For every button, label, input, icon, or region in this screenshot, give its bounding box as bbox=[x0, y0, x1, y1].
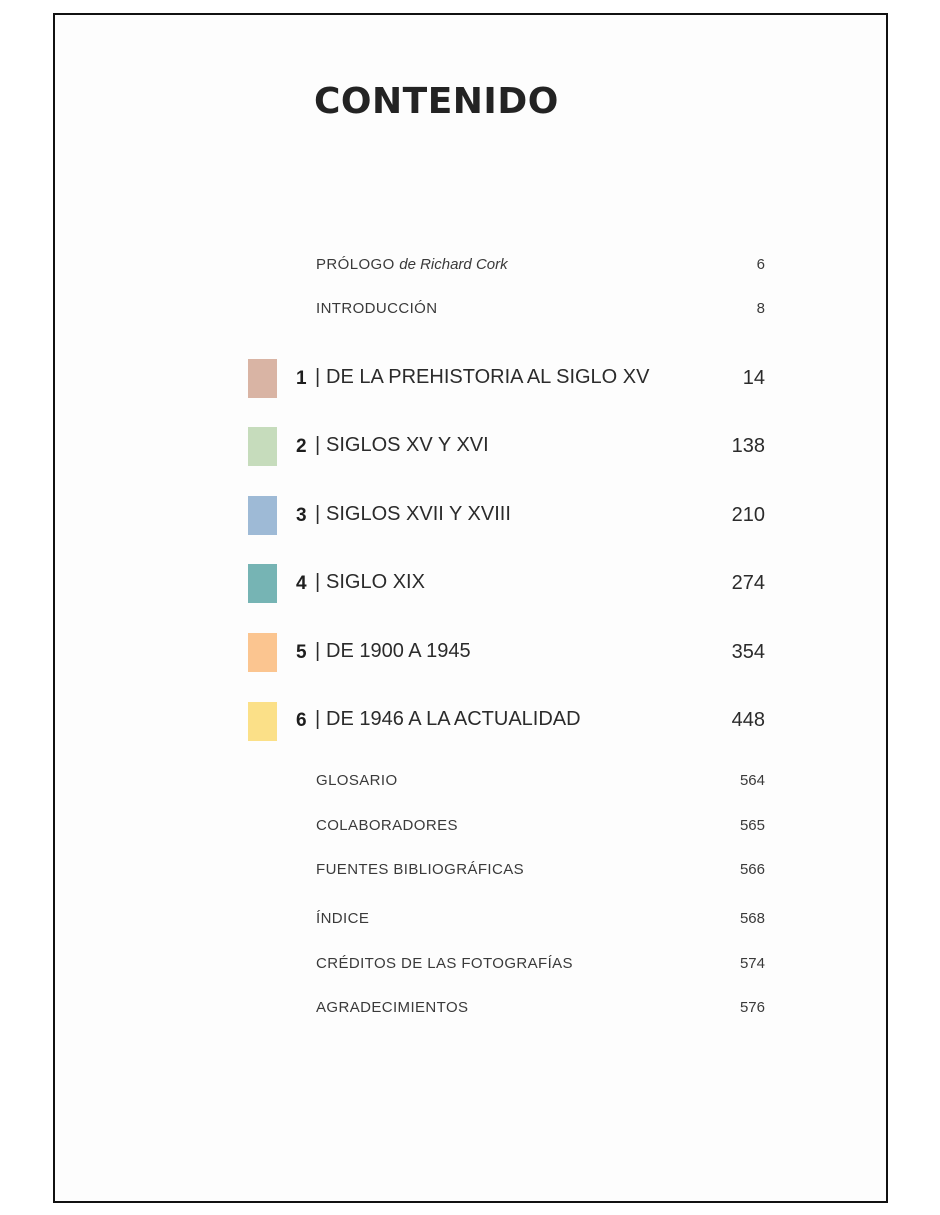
chapter-title: DE 1900 A 1945 bbox=[326, 640, 471, 662]
chapter-color-swatch bbox=[248, 427, 277, 466]
toc-page-number: 8 bbox=[756, 300, 765, 317]
page-frame bbox=[53, 13, 888, 1203]
toc-page-number: 576 bbox=[739, 999, 765, 1016]
chapter-separator: | bbox=[315, 708, 321, 730]
chapter-color-swatch bbox=[248, 564, 277, 603]
chapter-separator: | bbox=[315, 503, 321, 525]
chapter-title: SIGLOS XV Y XVI bbox=[326, 434, 489, 456]
toc-page-number: 138 bbox=[731, 435, 765, 457]
toc-page-number: 14 bbox=[742, 367, 765, 389]
toc-entry-label: INTRODUCCIÓN bbox=[316, 300, 438, 317]
toc-page-number: 574 bbox=[739, 955, 765, 972]
toc-entry-label: PRÓLOGO de Richard Cork bbox=[316, 256, 508, 273]
chapter-number: 4 bbox=[296, 573, 307, 594]
chapter-color-swatch bbox=[248, 633, 277, 672]
chapter-separator: | bbox=[315, 434, 321, 456]
chapter-title: DE LA PREHISTORIA AL SIGLO XV bbox=[326, 366, 650, 388]
chapter-title: SIGLOS XVII Y XVIII bbox=[326, 503, 511, 525]
toc-entry-label: GLOSARIO bbox=[316, 772, 398, 789]
chapter-number: 5 bbox=[296, 642, 307, 663]
chapter-color-swatch bbox=[248, 702, 277, 741]
chapter-separator: | bbox=[315, 366, 321, 388]
toc-entry-label: COLABORADORES bbox=[316, 817, 458, 834]
toc-page-number: 210 bbox=[731, 504, 765, 526]
toc-page-number: 6 bbox=[756, 256, 765, 273]
toc-page-number: 564 bbox=[739, 772, 765, 789]
toc-page-number: 274 bbox=[731, 572, 765, 594]
toc-entry-author: de Richard Cork bbox=[399, 256, 508, 273]
toc-page-number: 568 bbox=[739, 910, 765, 927]
chapter-title: SIGLO XIX bbox=[326, 571, 425, 593]
chapter-number: 3 bbox=[296, 505, 307, 526]
chapter-number: 6 bbox=[296, 710, 307, 731]
chapter-color-swatch bbox=[248, 359, 277, 398]
toc-entry-label: CRÉDITOS DE LAS FOTOGRAFÍAS bbox=[316, 955, 573, 972]
page-title: CONTENIDO bbox=[314, 81, 559, 122]
toc-page-number: 354 bbox=[731, 641, 765, 663]
chapter-separator: | bbox=[315, 571, 321, 593]
toc-entry-label: AGRADECIMIENTOS bbox=[316, 999, 469, 1016]
toc-page-number: 566 bbox=[739, 861, 765, 878]
chapter-color-swatch bbox=[248, 496, 277, 535]
chapter-number: 2 bbox=[296, 436, 307, 457]
toc-entry-label: FUENTES BIBLIOGRÁFICAS bbox=[316, 861, 525, 878]
chapter-separator: | bbox=[315, 640, 321, 662]
chapter-number: 1 bbox=[296, 368, 307, 389]
toc-page-number: 448 bbox=[731, 709, 765, 731]
toc-page-number: 565 bbox=[739, 817, 765, 834]
toc-entry-label: ÍNDICE bbox=[316, 910, 370, 927]
chapter-title: DE 1946 A LA ACTUALIDAD bbox=[326, 708, 581, 730]
